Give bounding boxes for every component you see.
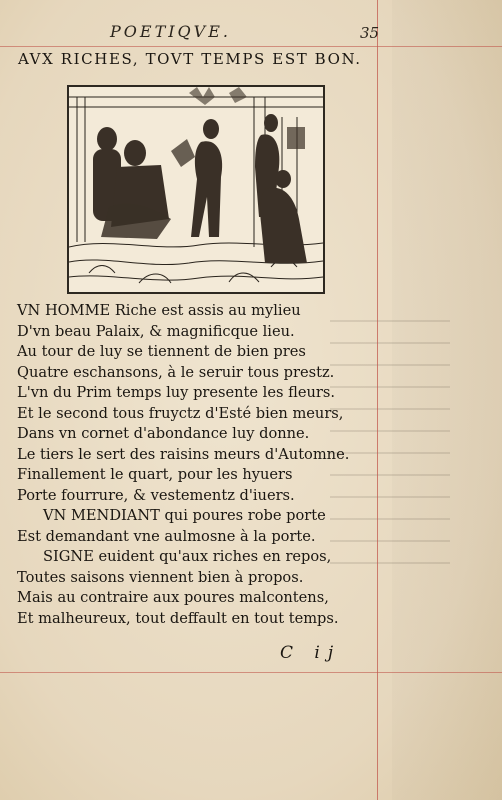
verse-line: Mais au contraire aux poures malcontens, [17, 589, 329, 606]
red-margin-rule-top [0, 46, 502, 47]
signature-mark: C ij [280, 643, 342, 663]
verse-text [17, 301, 367, 629]
verse-line: Quatre eschansons, à le seruir tous prestz. [17, 363, 335, 381]
verse-line: L'vn du Prim temps luy presente les fleurs. [17, 384, 335, 401]
verse-line: VN MENDIANT qui poures robe porte [43, 507, 326, 524]
verse-line: Finallement le quart, pour les hyuers [17, 466, 293, 483]
verse-line: Au tour de luy se tiennent de bien pres [17, 343, 306, 360]
verse-line: Et malheureux, tout deffault en tout temps. [17, 609, 339, 627]
red-margin-rule-vertical [377, 0, 378, 800]
verse-line: SIGNE euident qu'aux riches en repos, [43, 548, 332, 565]
verse-line: Toutes saisons viennent bien à propos. [17, 568, 304, 586]
verse-line: D'vn beau Palaix, & magnificque lieu. [17, 322, 295, 340]
verse-line: Porte fourrure, & vestementz d'iuers. [17, 486, 295, 504]
verse-line: Le tiers le sert des raisins meurs d'Automne. [17, 445, 350, 463]
emblem-motto: AVX RICHES, TOVT TEMPS EST BON. [18, 50, 362, 68]
red-margin-rule-bottom [0, 672, 502, 673]
woodcut-illustration [67, 85, 325, 294]
verse-line: Et le second tous fruyctz d'Esté bien meurs, [17, 404, 344, 422]
running-head: POETIQVE. [110, 22, 231, 41]
verse-line: VN HOMME Riche est assis au mylieu [17, 302, 301, 319]
verse-line: Est demandant vne aulmosne à la porte. [17, 527, 316, 545]
woodcut-drawing [69, 87, 323, 292]
page-number: 35 [360, 24, 380, 42]
verse-line: Dans vn cornet d'abondance luy donne. [17, 425, 310, 442]
